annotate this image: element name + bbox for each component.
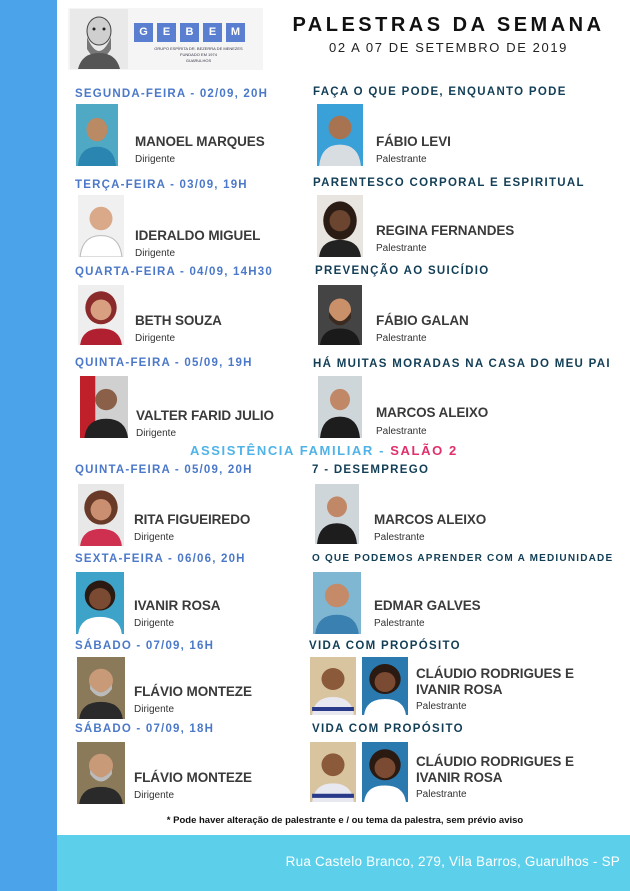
logo-line: GUARULHOS xyxy=(185,58,212,63)
session-topic: PARENTESCO CORPORAL E ESPIRITUAL xyxy=(313,177,585,189)
palestrante-photo xyxy=(362,657,408,715)
palestrante-role: Palestrante xyxy=(416,701,467,712)
palestrante-role: Palestrante xyxy=(376,333,427,344)
dirigente-role: Dirigente xyxy=(135,248,176,259)
dirigente-role: Dirigente xyxy=(134,618,175,629)
assistencia-familiar-banner xyxy=(190,443,458,458)
session-topic: VIDA COM PROPÓSITO xyxy=(312,723,464,735)
dirigente-role: Dirigente xyxy=(135,154,176,165)
dirigente-role: Dirigente xyxy=(134,532,175,543)
banner-title: ASSISTÊNCIA FAMILIAR xyxy=(190,443,374,458)
session-topic: VIDA COM PROPÓSITO xyxy=(309,640,461,652)
disclaimer-note: * Pode haver alteração de palestrante e / ou tema da palestra, sem prévio aviso xyxy=(166,815,524,826)
dirigente-photo xyxy=(78,484,124,546)
palestrante-name: MARCOS ALEIXO xyxy=(374,512,487,527)
dirigente-role: Dirigente xyxy=(134,790,175,801)
session-topic: O QUE PODEMOS APRENDER COM A MEDIUNIDADE xyxy=(312,553,614,564)
banner-room: SALÃO 2 xyxy=(390,443,458,458)
dirigente-role: Dirigente xyxy=(135,333,176,344)
banner-separator: - xyxy=(373,443,391,458)
gebem-logo xyxy=(68,8,263,70)
palestrante-role: Palestrante xyxy=(374,532,425,543)
palestrante-name: IVANIR ROSA xyxy=(416,770,503,785)
dirigente-photo xyxy=(76,104,118,166)
palestrante-name: CLÁUDIO RODRIGUES E xyxy=(416,666,574,681)
palestrante-photo xyxy=(362,742,408,802)
session-day: SEXTA-FEIRA - 06/06, 20H xyxy=(75,553,246,565)
dirigente-photo xyxy=(80,376,128,438)
palestrante-photo xyxy=(318,285,362,345)
palestrante-photo xyxy=(318,376,362,438)
dirigente-name: FLÁVIO MONTEZE xyxy=(134,770,252,785)
page-subtitle: 02 A 07 DE SETEMBRO DE 2019 xyxy=(328,40,569,55)
logo-letter: E xyxy=(157,23,176,42)
palestrante-name: EDMAR GALVES xyxy=(374,598,481,613)
logo-letter: E xyxy=(203,23,222,42)
palestrante-photo xyxy=(310,742,356,802)
dirigente-name: FLÁVIO MONTEZE xyxy=(134,684,252,699)
palestrante-photo xyxy=(317,195,363,257)
palestrante-role: Palestrante xyxy=(416,789,467,800)
logo-line: GRUPO ESPÍRITA DR. BEZERRA DE MENEZES xyxy=(154,46,243,51)
session-topic: HÁ MUITAS MORADAS NA CASA DO MEU PAI xyxy=(313,358,611,370)
session-day: TERÇA-FEIRA - 03/09, 19H xyxy=(75,179,248,191)
session-topic: 7 - DESEMPREGO xyxy=(312,464,430,476)
session-day: SÁBADO - 07/09, 18H xyxy=(75,723,215,735)
logo-line: FUNDADO EM 1974 xyxy=(180,52,217,57)
palestrante-name: MARCOS ALEIXO xyxy=(376,405,489,420)
session-topic: FAÇA O QUE PODE, ENQUANTO PODE xyxy=(313,86,567,98)
dirigente-name: RITA FIGUEIREDO xyxy=(134,512,251,527)
left-accent-bar xyxy=(0,0,57,891)
page-title: PALESTRAS DA SEMANA xyxy=(292,14,605,36)
dirigente-photo xyxy=(76,572,124,634)
palestrante-name: FÁBIO GALAN xyxy=(376,313,469,328)
footer-address: Rua Castelo Branco, 279, Vila Barros, Guarulhos - SP xyxy=(285,854,620,869)
logo-letter: B xyxy=(180,23,199,42)
dirigente-photo xyxy=(78,285,124,345)
palestrante-photo xyxy=(315,484,359,544)
session-day: QUARTA-FEIRA - 04/09, 14H30 xyxy=(75,266,273,278)
palestrante-photo xyxy=(313,572,361,634)
palestrante-role: Palestrante xyxy=(374,618,425,629)
dirigente-name: MANOEL MARQUES xyxy=(135,134,265,149)
palestrante-name: IVANIR ROSA xyxy=(416,682,503,697)
dirigente-name: IVANIR ROSA xyxy=(134,598,221,613)
session-day: QUINTA-FEIRA - 05/09, 20H xyxy=(75,464,253,476)
dirigente-name: VALTER FARID JULIO xyxy=(136,408,274,423)
logo-portrait-icon xyxy=(70,9,128,69)
dirigente-role: Dirigente xyxy=(136,428,177,439)
dirigente-name: BETH SOUZA xyxy=(135,313,222,328)
palestrante-name: REGINA FERNANDES xyxy=(376,223,515,238)
session-day: SÁBADO - 07/09, 16H xyxy=(75,640,215,652)
palestrante-photo xyxy=(317,104,363,166)
dirigente-photo xyxy=(77,742,125,804)
palestrante-name: FÁBIO LEVI xyxy=(376,134,451,149)
palestrante-name: CLÁUDIO RODRIGUES E xyxy=(416,754,574,769)
dirigente-photo xyxy=(78,195,124,257)
dirigente-photo xyxy=(77,657,125,719)
palestrante-role: Palestrante xyxy=(376,154,427,165)
palestrante-photo xyxy=(310,657,356,715)
dirigente-role: Dirigente xyxy=(134,704,175,715)
logo-letter: M xyxy=(226,23,245,42)
palestrante-role: Palestrante xyxy=(376,243,427,254)
dirigente-name: IDERALDO MIGUEL xyxy=(135,228,261,243)
palestrante-role: Palestrante xyxy=(376,426,427,437)
session-day: QUINTA-FEIRA - 05/09, 19H xyxy=(75,357,253,369)
session-day: SEGUNDA-FEIRA - 02/09, 20H xyxy=(75,88,269,100)
logo-letter: G xyxy=(134,23,153,42)
footer-bar xyxy=(57,835,630,891)
session-topic: PREVENÇÃO AO SUICÍDIO xyxy=(315,265,490,277)
